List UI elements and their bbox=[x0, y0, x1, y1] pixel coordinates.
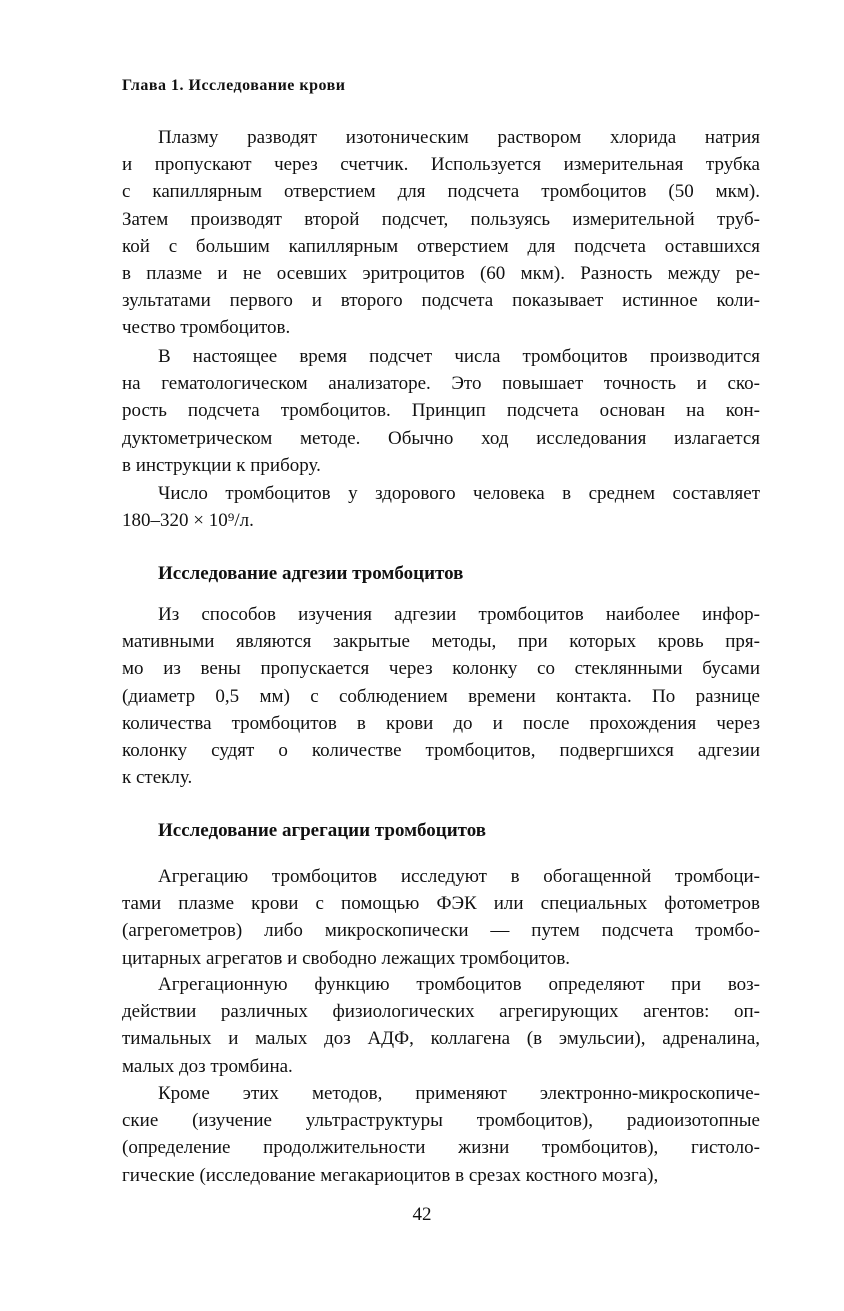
text-line: кой с большим капиллярным отверстием для подсчета оставшихся bbox=[122, 235, 760, 257]
text-line: (агрегометров) либо микроскопически — путем подсчета тромбо- bbox=[122, 920, 760, 942]
section-heading: Исследование адгезии тромбоцитов bbox=[158, 563, 464, 584]
text-line: ские (изучение ультраструктуры тромбоцитов), радиоизотопные bbox=[122, 1110, 760, 1132]
text-line: Из способов изучения адгезии тромбоцитов наиболее инфор- bbox=[158, 604, 760, 625]
paragraph bbox=[122, 343, 760, 479]
text-line: зультатами первого и второго подсчета показывает истинное коли- bbox=[122, 290, 760, 312]
text-line: чество тромбоцитов. bbox=[122, 317, 291, 339]
text-line: цитарных агрегатов и свободно лежащих тромбоцитов. bbox=[122, 947, 571, 969]
text-line: Агрегацию тромбоцитов исследуют в обогащенной тромбоци- bbox=[158, 866, 760, 887]
text-line: малых доз тромбина. bbox=[122, 1055, 293, 1077]
chapter-header: Глава 1. Исследование крови bbox=[122, 77, 346, 94]
paragraph bbox=[122, 863, 760, 972]
text-line: в плазме и не осевших эритроцитов (60 мкм). Разность между ре- bbox=[122, 262, 760, 284]
text-line: к стеклу. bbox=[122, 767, 193, 789]
text-line: Агрегационную функцию тромбоцитов определяют при воз- bbox=[158, 974, 760, 995]
text-line: (диаметр 0,5 мм) с соблюдением времени контакта. По разнице bbox=[122, 685, 760, 707]
text-line: Кроме этих методов, применяют электронно-микроскопиче- bbox=[158, 1083, 760, 1104]
text-line: тами плазме крови с помощью ФЭК или специальных фотометров bbox=[122, 893, 760, 915]
text-line: рость подсчета тромбоцитов. Принцип подсчета основан на кон- bbox=[122, 400, 760, 422]
text-line: Затем производят второй подсчет, пользуясь измерительной труб- bbox=[122, 208, 760, 230]
text-line: 180–320 × 10⁹/л. bbox=[122, 510, 254, 532]
text-line: с капиллярным отверстием для подсчета тромбоцитов (50 мкм). bbox=[122, 181, 760, 203]
text-line: (определение продолжительности жизни тромбоцитов), гистоло- bbox=[122, 1137, 760, 1159]
text-line: действии различных физиологических агрегирующих агентов: оп- bbox=[122, 1001, 760, 1023]
text-line: дуктометрическом методе. Обычно ход исследования излагается bbox=[122, 427, 760, 449]
text-line: тимальных и малых доз АДФ, коллагена (в эмульсии), адреналина, bbox=[122, 1028, 760, 1050]
text-line: колонку судят о количестве тромбоцитов, подвергшихся адгезии bbox=[122, 739, 760, 761]
paragraph bbox=[122, 480, 760, 534]
text-line: Число тромбоцитов у здорового человека в среднем составляет bbox=[158, 483, 760, 504]
paragraph bbox=[122, 971, 760, 1080]
page-number: 42 bbox=[412, 1204, 432, 1225]
section-heading: Исследование агрегации тромбоцитов bbox=[158, 820, 487, 841]
text-line: на гематологическом анализаторе. Это повышает точность и ско- bbox=[122, 373, 760, 395]
text-line: количества тромбоцитов в крови до и после прохождения через bbox=[122, 712, 760, 734]
paragraph bbox=[122, 124, 760, 342]
text-line: мо из вены пропускается через колонку со стеклянными бусами bbox=[122, 658, 760, 680]
text-line: и пропускают через счетчик. Используется измерительная трубка bbox=[122, 154, 760, 176]
text-line: гические (исследование мегакариоцитов в срезах костного мозга), bbox=[122, 1164, 659, 1186]
paragraph bbox=[122, 1080, 760, 1189]
text-line: в инструкции к прибору. bbox=[122, 454, 321, 476]
text-line: мативными являются закрытые методы, при которых кровь пря- bbox=[122, 631, 760, 653]
text-line: Плазму разводят изотоническим раствором хлорида натрия bbox=[158, 127, 760, 148]
paragraph bbox=[122, 601, 760, 791]
text-line: В настоящее время подсчет числа тромбоцитов производится bbox=[158, 346, 760, 367]
